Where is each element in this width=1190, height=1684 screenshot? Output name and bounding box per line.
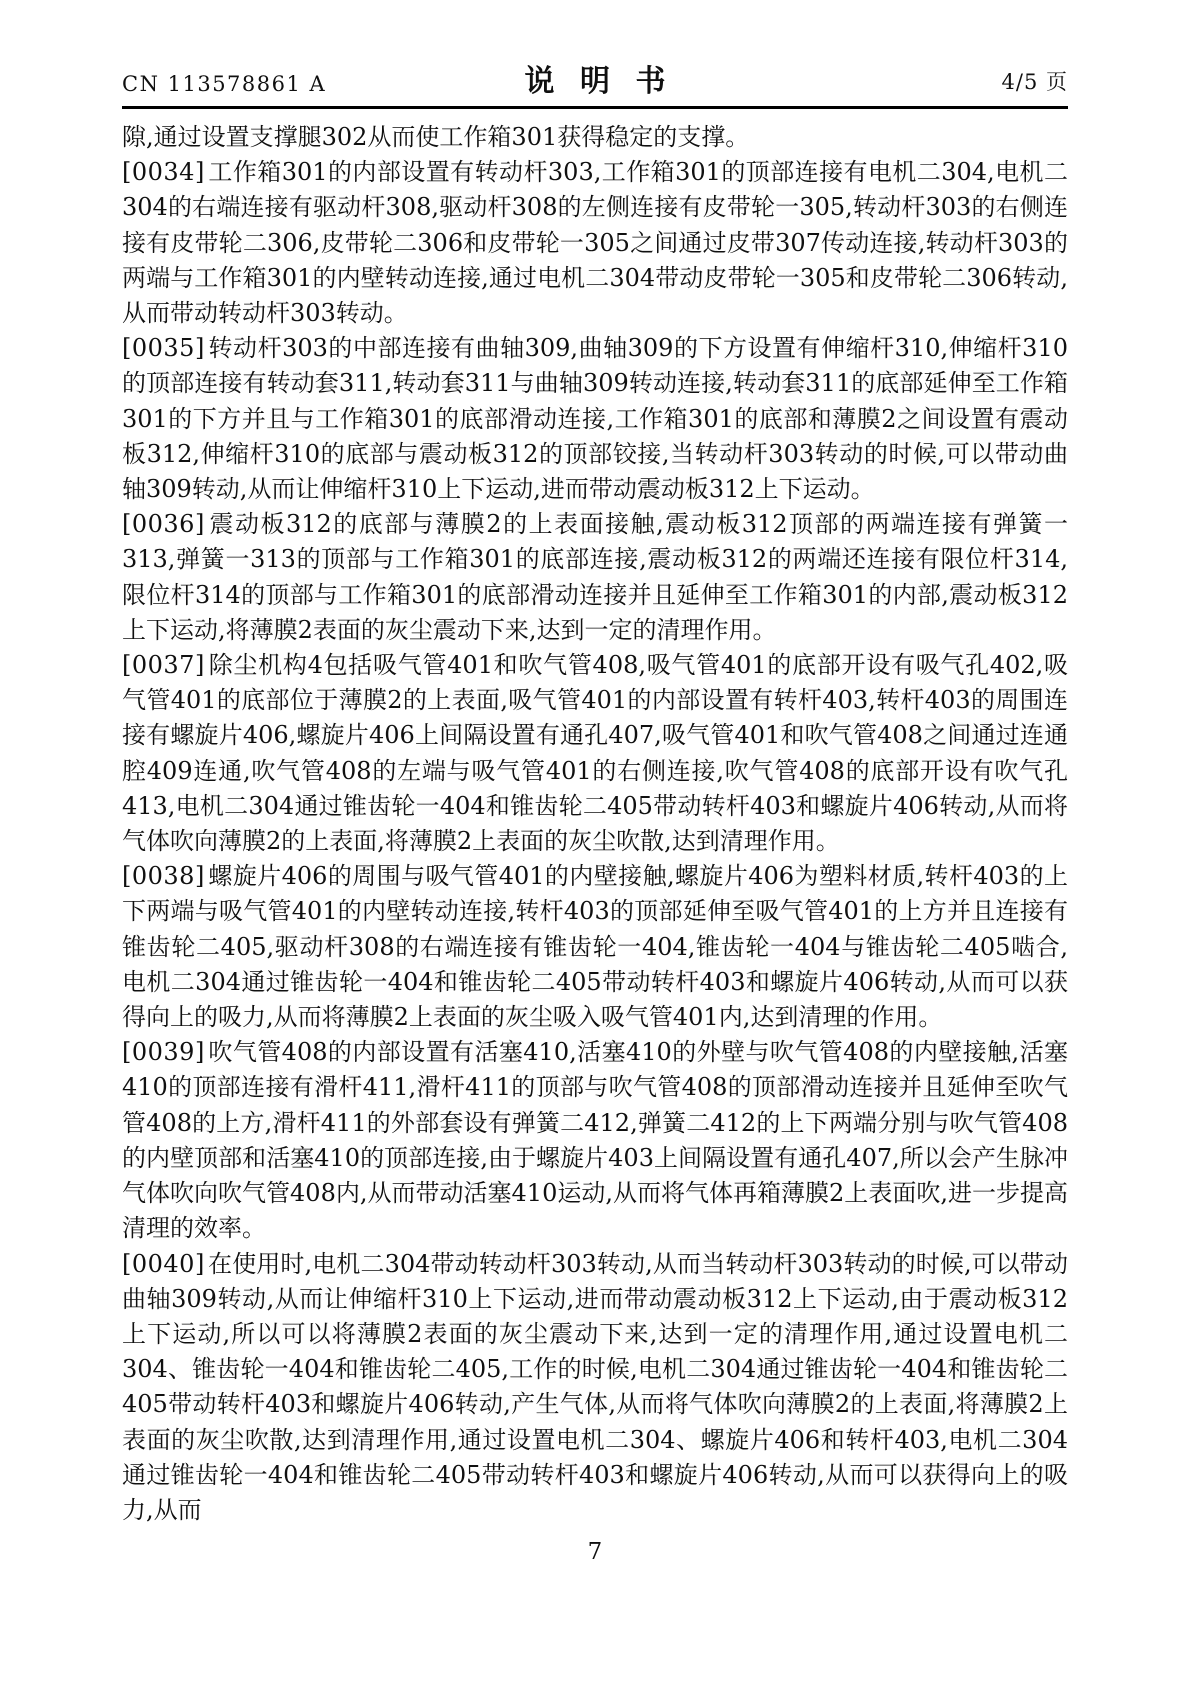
paragraph-number: [0034]: [122, 158, 205, 187]
paragraph-0035: [122, 331, 1068, 507]
paragraph-text: 隙,通过设置支撑腿302从而使工作箱301获得稳定的支撑。: [122, 123, 750, 151]
paragraph-0037: [122, 648, 1068, 859]
page-indicator: 4/5 页: [1001, 70, 1068, 94]
paragraph-0039: [122, 1035, 1068, 1246]
paragraph-number: [0035]: [122, 334, 205, 363]
page-content: [122, 0, 1068, 1528]
paragraph-number: [0038]: [122, 862, 205, 891]
paragraph-text: 转动杆303的中部连接有曲轴309,曲轴309的下方设置有伸缩杆310,伸缩杆310的顶部连接有转动套311,转动套311与曲轴309转动连接,转动套311的底部延伸至工作箱301的下方并且与工作箱301的底部滑动连接,工作箱301的底部和薄膜2之间设置有震动板312,伸缩杆310的底部与震动板312的顶部铰接,当转动杆303转动的时候,可以带动曲轴309转动,从而让伸缩杆310上下运动,进而带动震动板312上下运动。: [122, 334, 1068, 504]
paragraph-text: 工作箱301的内部设置有转动杆303,工作箱301的顶部连接有电机二304,电机二304的右端连接有驱动杆308,驱动杆308的左侧连接有皮带轮一305,转动杆303的右侧连接有皮带轮二306,皮带轮二306和皮带轮一305之间通过皮带307传动连接,转动杆303的两端与工作箱301的内壁转动连接,通过电机二304带动皮带轮一305和皮带轮二306转动,从而带动转动杆303转动。: [122, 158, 1068, 328]
paragraph-0036: [122, 507, 1068, 648]
paragraph-0034: [122, 155, 1068, 331]
paragraph-text: 震动板312的底部与薄膜2的上表面接触,震动板312顶部的两端连接有弹簧一313,弹簧一313的顶部与工作箱301的底部连接,震动板312的两端还连接有限位杆314,限位杆314的顶部与工作箱301的底部滑动连接并且延伸至工作箱301的内部,震动板312上下运动,将薄膜2表面的灰尘震动下来,达到一定的清理作用。: [122, 510, 1068, 644]
page-number: 7: [587, 1539, 603, 1565]
paragraph-number: [0039]: [122, 1038, 205, 1067]
header-rule: [122, 106, 1068, 109]
page-footer: [0, 1539, 1190, 1565]
document-title: 说明书: [524, 64, 691, 99]
paragraph-number: [0037]: [122, 651, 205, 680]
patent-number: CN 113578861 A: [122, 72, 327, 96]
paragraph-text: 螺旋片406的周围与吸气管401的内壁接触,螺旋片406为塑料材质,转杆403的上下两端与吸气管401的内壁转动连接,转杆403的顶部延伸至吸气管401的上方并且连接有锥齿轮二405,驱动杆308的右端连接有锥齿轮一404,锥齿轮一404与锥齿轮二405啮合,电机二304通过锥齿轮一404和锥齿轮二405带动转杆403和螺旋片406转动,从而可以获得向上的吸力,从而将薄膜2上表面的灰尘吸入吸气管401内,达到清理的作用。: [122, 862, 1068, 1032]
paragraph-text: 吹气管408的内部设置有活塞410,活塞410的外壁与吹气管408的内壁接触,活塞410的顶部连接有滑杆411,滑杆411的顶部与吹气管408的顶部滑动连接并且延伸至吹气管408的上方,滑杆411的外部套设有弹簧二412,弹簧二412的上下两端分别与吹气管408的内壁顶部和活塞410的顶部连接,由于螺旋片403上间隔设置有通孔407,所以会产生脉冲气体吹向吹气管408内,从而带动活塞410运动,从而将气体再箱薄膜2上表面吹,进一步提高清理的效率。: [122, 1038, 1068, 1243]
paragraph-text: 除尘机构4包括吸气管401和吹气管408,吸气管401的底部开设有吸气孔402,吸气管401的底部位于薄膜2的上表面,吸气管401的内部设置有转杆403,转杆403的周围连接有螺旋片406,螺旋片406上间隔设置有通孔407,吸气管401和吹气管408之间通过连通腔409连通,吹气管408的左端与吸气管401的右侧连接,吹气管408的底部开设有吹气孔413,电机二304通过锥齿轮一404和锥齿轮二405带动转杆403和螺旋片406转动,从而将气体吹向薄膜2的上表面,将薄膜2上表面的灰尘吹散,达到清理作用。: [122, 651, 1068, 856]
paragraph-continuation: [122, 120, 1068, 155]
paragraph-number: [0036]: [122, 510, 205, 539]
paragraph-text: 在使用时,电机二304带动转动杆303转动,从而当转动杆303转动的时候,可以带动曲轴309转动,从而让伸缩杆310上下运动,进而带动震动板312上下运动,由于震动板312上下运动,所以可以将薄膜2表面的灰尘震动下来,达到一定的清理作用,通过设置电机二304、锥齿轮一404和锥齿轮二405,工作的时候,电机二304通过锥齿轮一404和锥齿轮二405带动转杆403和螺旋片406转动,产生气体,从而将气体吹向薄膜2的上表面,将薄膜2上表面的灰尘吹散,达到清理作用,通过设置电机二304、螺旋片406和转杆403,电机二304通过锥齿轮一404和锥齿轮二405带动转杆403和螺旋片406转动,从而可以获得向上的吸力,从而: [122, 1249, 1068, 1524]
page-header: [122, 0, 1068, 100]
paragraph-0040: [122, 1247, 1068, 1529]
paragraph-number: [0040]: [122, 1249, 205, 1278]
paragraph-0038: [122, 859, 1068, 1035]
specification-body: [122, 120, 1068, 1528]
